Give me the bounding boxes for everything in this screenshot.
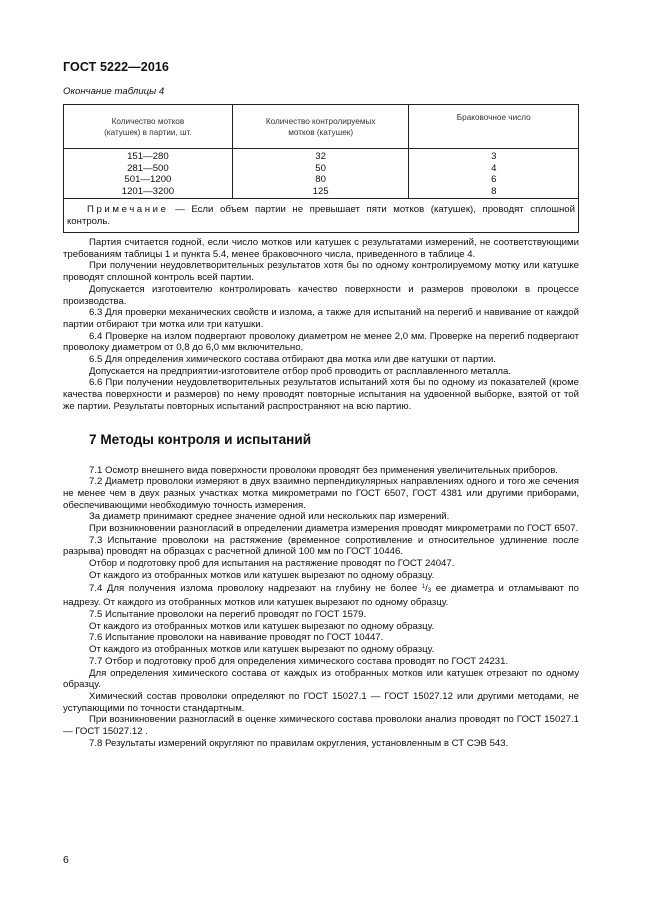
paragraph: 7.6 Испытание проволоки на навивание проводят по ГОСТ 10447. [89, 632, 384, 644]
column-header: Количество контролируемых мотков (катушек) [232, 105, 409, 149]
page-number: 6 [63, 854, 69, 866]
table-cell: 501—1200 [124, 174, 172, 185]
table-data-block [64, 149, 579, 199]
paragraph: 7.3 Испытание проволоки на растяжение (временное сопротивление и относительное удлинение после разрыва) проводят на образцах с расчетной длиной 100 мм по ГОСТ 10446. [63, 534, 579, 558]
table-cell-reject-number [409, 149, 579, 199]
table-note-row [64, 199, 579, 233]
table-note [64, 199, 579, 233]
table-cell: 281—500 [127, 162, 169, 174]
paragraph: При возникновении разногласий в определении диаметра измерения проводят микрометрами по ГОСТ 6507. [89, 523, 579, 535]
paragraph: 7.1 Осмотр внешнего вида поверхности проволоки проводят без применения увеличительных приборов. [89, 464, 558, 476]
table-cell-lots [64, 149, 233, 199]
table-cell-controlled [232, 149, 409, 199]
body-text [63, 237, 579, 749]
table-caption: Окончание таблицы 4 [63, 86, 165, 97]
paragraph: Партия считается годной, если число мотков или катушек с результатами измерений, не соответствующими требованиям таблицы 1 и пункта 5.4, менее браковочного числа, приведенного в таблице 4. [63, 237, 579, 260]
paragraph: 7.7 Отбор и подготовку проб для определения химического состава проводят по ГОСТ 24231. [89, 655, 509, 667]
table-4-continuation [63, 104, 579, 233]
section-title: 7 Методы контроля и испытаний [89, 431, 312, 447]
table-cell: 32 [315, 151, 326, 162]
table-header-row [64, 105, 579, 149]
paragraph: От каждого из отобранных мотков или катушек вырезают по одному образцу. [89, 620, 435, 632]
note-text: — Если объем партии не превышает пяти мотков (катушек), проводят сплошной контроль. [67, 204, 575, 227]
paragraph: 6.4 Проверке на излом подвергают проволоку диаметром не менее 2,0 мм. Проверке на перегиб подвергают проволоку диаметром от 0,8 до 6,0 мм включительно. [63, 330, 579, 354]
paragraph: При получении неудовлетворительных результатов хотя бы по одному контролируемому мотку или катушке проводят сплошной контроль всей партии. [63, 260, 579, 284]
paragraph: При возникновении разногласий в оценке химического состава проволоки анализ проводят по ГОСТ 15027.1 — ГОСТ 15027.12 . [63, 714, 579, 738]
table-cell: 1201—3200 [121, 185, 175, 197]
paragraph: Допускается на предприятии-изготовителе отбор проб проводить от расплавленного металла. [89, 365, 512, 377]
paragraph: Химический состав проволоки определяют по ГОСТ 15027.1 — ГОСТ 15027.12 или другими методами, не уступающими по точности стандартным. [63, 690, 579, 714]
table-cell: 8 [491, 185, 497, 197]
paragraph: За диаметр принимают среднее значение одной или нескольких пар измерений. [89, 511, 450, 523]
table-cell: 125 [312, 185, 329, 197]
paragraph: Отбор и подготовку проб для испытания на растяжение проводят по ГОСТ 24047. [89, 558, 455, 570]
paragraph: 7.8 Результаты измерений округляют по правилам округления, установленным в СТ СЭВ 543. [89, 737, 509, 749]
paragraph: 6.5 Для определения химического состава отбирают два мотка или две катушки от партии. [89, 354, 496, 366]
note-label: Примечание [87, 204, 169, 215]
paragraph: 7.2 Диаметр проволоки измеряют в двух взаимно перпендикулярных направлениях одного и того же сечения не менее чем в двух разных участках мотка микрометрами по ГОСТ 6507, ГОСТ 4381 или другими приборами, обеспечивающими необходимую точность измерения. [63, 476, 579, 511]
table-cell: 4 [491, 162, 497, 174]
paragraph: Для определения химического состава от каждых из отобранных мотков или катушек отрезают по одному образцу. [63, 667, 579, 691]
table-cell: 50 [315, 162, 326, 174]
paragraph: 6.3 Для проверки механических свойств и излома, а также для испытаний на перегиб и навивание от каждой партии отбирают три мотка или три катушки. [63, 307, 579, 330]
table-cell: 151—280 [127, 151, 169, 162]
column-header: Количество мотков (катушек) в партии, шт. [64, 105, 233, 149]
paragraph: 6.6 При получении неудовлетворительных результатов испытаний хотя бы по одному из показателей (кроме качества поверхности и размеров) по нему проводят повторные испытания на удвоенной выборке, взятой от той же партии. Результаты повторных испытаний распространяют на всю партию. [63, 377, 579, 412]
paragraph: 7.5 Испытание проволоки на перегиб проводят по ГОСТ 1579. [89, 608, 367, 620]
paragraph: Допускается изготовителю контролировать качество поверхности и размеров проволоки в процессе производства. [63, 283, 579, 307]
paragraph: От каждого из отобранных мотков или катушек вырезают по одному образцу. [89, 569, 435, 581]
document-code: ГОСТ 5222—2016 [63, 60, 169, 74]
paragraph-7-4: 7.4 Для получения излома проволоку надрезают на глубину не более $^1/_3$ ее диаметра и отламывают по надрезу. От каждого из отобранных мотков или катушек вырезают по одному образцу. [63, 582, 579, 609]
paragraph: От каждого из отобранных мотков или катушек вырезают по одному образцу. [89, 644, 435, 656]
table-cell: 80 [315, 174, 326, 185]
table-cell: 3 [491, 151, 497, 162]
column-header: Браковочное число [409, 105, 579, 149]
table-cell: 6 [491, 174, 497, 185]
